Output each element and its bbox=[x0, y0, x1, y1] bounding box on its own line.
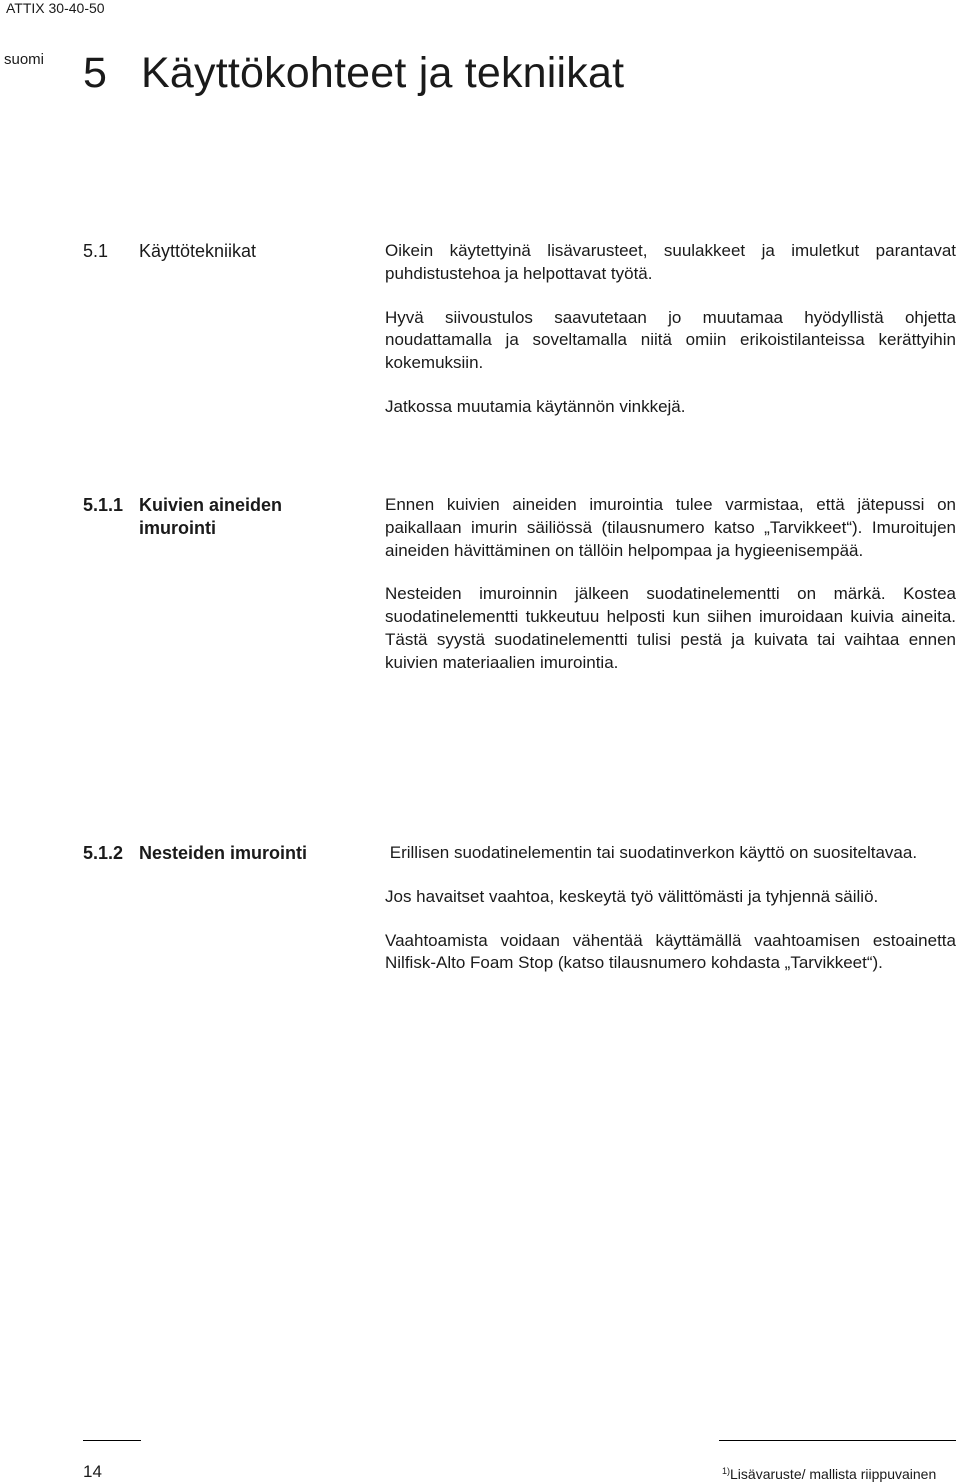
paragraph: Hyvä siivoustulos saavutetaan jo muutamaa hyödyllistä ohjetta noudattamalla ja soveltamalla niitä omiin erikoistilanteissa kerättyihin kokemuksiin. bbox=[385, 307, 956, 373]
paragraph: Erillisen suodatinelementin tai suodatinverkon käyttö on suositeltavaa. bbox=[385, 843, 918, 862]
page-number: 14 bbox=[83, 1462, 102, 1481]
paragraph: Jatkossa muutamia käytännön vinkkejä. bbox=[385, 396, 686, 416]
paragraph: Vaahtoamista voidaan vähentää käyttämällä vaahtoamisen estoainetta Nilfisk-Alto Foam Stop (katso tilausnumero kohdasta „Tarvikkeet“). bbox=[385, 930, 956, 973]
chapter-title bbox=[83, 46, 624, 100]
section-title-line: imurointi bbox=[139, 518, 216, 538]
chapter-number: 5 bbox=[83, 49, 108, 97]
section-title-5-1-2: Nesteiden imurointi bbox=[139, 843, 308, 863]
section-body-5-1 bbox=[385, 240, 956, 419]
footnote bbox=[722, 1462, 936, 1483]
paragraph: Nesteiden imuroinnin jälkeen suodatinelementti on märkä. Kostea suodatinelementti tukkeutuu helposti kun siihen imuroidaan kuivia aineita. Tästä syystä suodatinelementti tulisi pestä ja kuivata tai vaihtaa ennen kuivien materiaalien imurointia. bbox=[385, 584, 956, 672]
language-label: suomi bbox=[4, 51, 45, 68]
chapter-title-text: Käyttökohteet ja tekniikat bbox=[141, 49, 625, 97]
section-title-5-1-1 bbox=[139, 494, 282, 540]
footnote-mark: 1) bbox=[722, 1466, 731, 1476]
document-model-header: ATTIX 30-40-50 bbox=[6, 0, 105, 16]
footer-divider-left bbox=[83, 1440, 141, 1441]
section-number-5-1-1: 5.1.1 bbox=[83, 495, 124, 515]
paragraph: Jos havaitset vaahtoa, keskeytä työ välittömästi ja tyhjennä säiliö. bbox=[385, 886, 879, 906]
section-title-5-1: Käyttötekniikat bbox=[139, 241, 257, 261]
section-body-5-1-1 bbox=[385, 494, 956, 675]
paragraph: Ennen kuivien aineiden imurointia tulee varmistaa, että jätepussi on paikallaan imurin säiliössä (tilausnumero katso „Tarvikkeet“). Imuroitujen aineiden hävittäminen on tällöin helpompaa ja hygieenisempää. bbox=[385, 495, 956, 560]
section-number-5-1: 5.1 bbox=[83, 241, 109, 261]
footer-divider-right bbox=[719, 1440, 956, 1441]
footnote-text: Lisävaruste/ mallista riippuvainen bbox=[730, 1466, 937, 1482]
section-body-5-1-2 bbox=[385, 842, 956, 975]
section-title-line: Kuivien aineiden bbox=[139, 495, 283, 515]
paragraph: Oikein käytettyinä lisävarusteet, suulakkeet ja imuletkut parantavat puhdistustehoa ja helpottavat työtä. bbox=[385, 241, 956, 283]
section-number-5-1-2: 5.1.2 bbox=[83, 843, 124, 863]
